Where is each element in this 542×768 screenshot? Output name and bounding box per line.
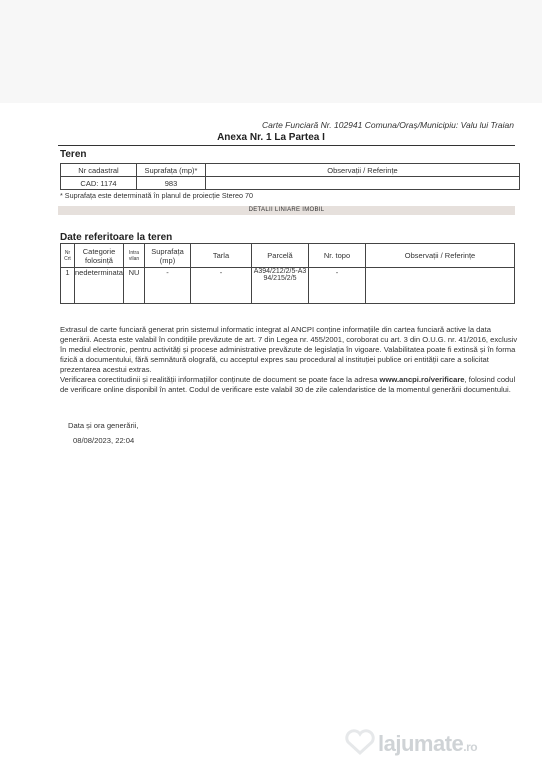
section-title-date-teren: Date referitoare la teren (60, 232, 173, 243)
table-cell (206, 177, 520, 190)
table-row (61, 268, 515, 304)
table-cell: - (191, 268, 252, 304)
table-header-row (61, 164, 520, 177)
document-page (0, 103, 542, 768)
extract-disclaimer (60, 325, 520, 395)
watermark-suffix: .ro (463, 740, 478, 754)
column-header: Nr. topo (309, 244, 366, 268)
table-cell: - (145, 268, 191, 304)
column-header: Suprafața (mp) (145, 244, 191, 268)
annex-title: Anexa Nr. 1 La Partea I (217, 132, 325, 143)
top-band (0, 0, 542, 103)
generated-label: Data și ora generării, (68, 421, 139, 430)
column-header: Tarla (191, 244, 252, 268)
column-header: Intra vilan (124, 244, 145, 268)
table-cell: - (309, 268, 366, 304)
disclaimer-paragraph: Extrasul de carte funciară generat prin sistemul informatic integrat al ANCPI conține informațiile din cartea funciară active la data generării. Acesta este valabil în condițiile prevăzute de art. 7 din Legea nr. 455/2001, coroborat cu art. 3 din O.U.G. nr. 41/2016, exclusiv în mediul electronic, pentru activități și procese administrative prevăzute de legislația în vigoare. Valabilitatea poate fi extinsă și în forma fizică a documentului, fără semnătură olografă, cu acceptul expres sau procedural al instituției publice ori entității care a solicitat prezentarea acestui extras. (60, 325, 518, 374)
table-cell: nedeterminata (75, 268, 124, 304)
generated-value: 08/08/2023, 22:04 (73, 436, 135, 445)
detail-banner: DETALII LINIARE IMOBIL (58, 206, 515, 215)
table-cell: 983 (137, 177, 206, 190)
date-teren-table (60, 243, 515, 304)
verification-link[interactable]: www.ancpi.ro/verificare (379, 375, 465, 384)
header-rule (58, 145, 515, 146)
area-footnote: * Suprafața este determinată în planul de proiecție Stereo 70 (60, 191, 253, 200)
teren-table (60, 163, 520, 190)
table-cell: CAD: 1174 (61, 177, 137, 190)
watermark-logo (378, 731, 477, 757)
watermark-text: lajumate (378, 731, 464, 756)
column-header: Suprafața (mp)* (137, 164, 206, 177)
column-header: Nr Crt (61, 244, 75, 268)
table-cell (366, 268, 515, 304)
table-cell: NU (124, 268, 145, 304)
verification-paragraph (60, 375, 520, 395)
column-header: Observații / Referințe (206, 164, 520, 177)
table-cell: A394/212/2/5-A394/215/2/5 (252, 268, 309, 304)
column-header: Categorie folosință (75, 244, 124, 268)
verification-text-end: , folosind codul de verificare online disponibil în antet. Codul de verificare este valabil 30 de zile calendaristice de la momentul generării documentului. (60, 375, 516, 394)
section-title-teren: Teren (60, 149, 87, 160)
carte-funciara-header: Carte Funciară Nr. 102941 Comuna/Oraș/Municipiu: Valu lui Traian (262, 120, 514, 130)
verification-text: Verificarea corectitudinii și realității informațiilor conținute de document se poate face la adresa (60, 375, 380, 384)
column-header: Nr cadastral (61, 164, 137, 177)
table-header-row (61, 244, 515, 268)
column-header: Observații / Referințe (366, 244, 515, 268)
column-header: Parcelă (252, 244, 309, 268)
table-cell: 1 (61, 268, 75, 304)
table-row (61, 177, 520, 190)
